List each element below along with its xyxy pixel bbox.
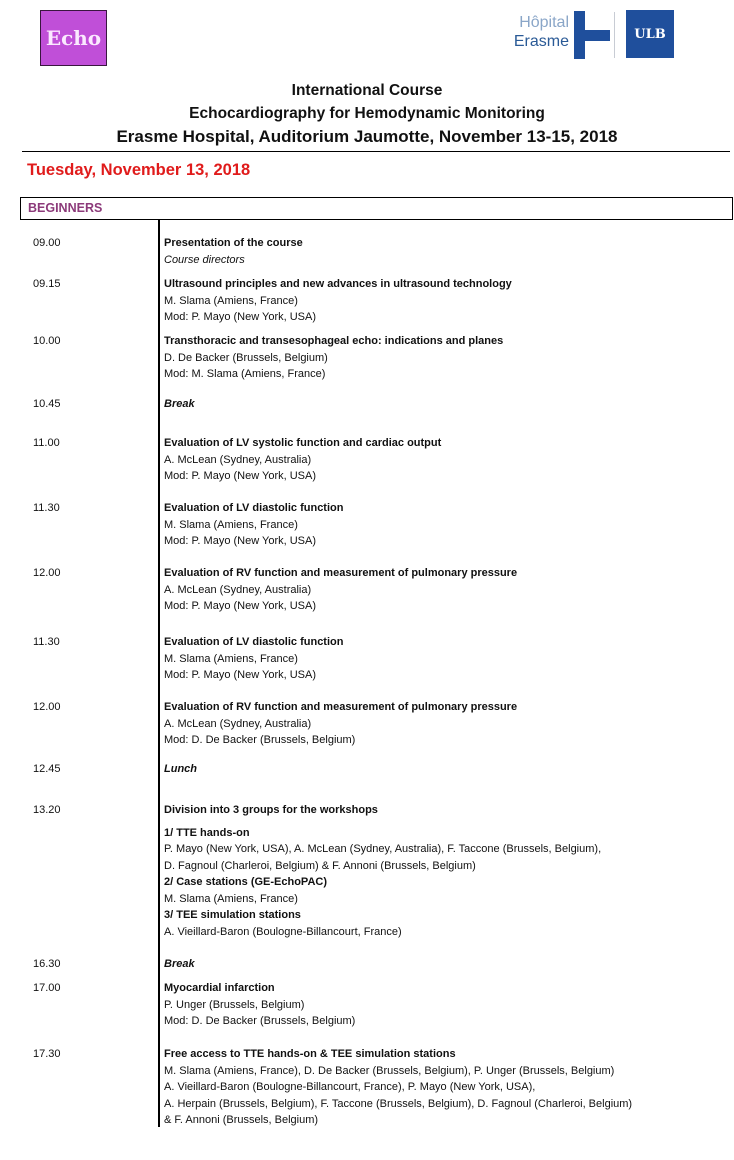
- section-label: BEGINNERS: [28, 201, 103, 215]
- session-speaker: Course directors: [164, 253, 245, 266]
- session: [164, 634, 343, 684]
- workshop-group-line: P. Mayo (New York, USA), A. McLean (Sydney, Australia), F. Taccone (Brussels, Belgium),: [164, 843, 602, 855]
- session: [164, 565, 517, 615]
- session-speaker: A. Vieillard-Baron (Boulogne-Billancourt, France), P. Mayo (New York, USA),: [164, 1081, 536, 1093]
- day-heading: Tuesday, November 13, 2018: [27, 161, 251, 179]
- workshop-group-line: D. Fagnoul (Charleroi, Belgium) & F. Annoni (Brussels, Belgium): [164, 859, 476, 872]
- session-speaker: A. McLean (Sydney, Australia): [164, 717, 312, 730]
- workshop-group-line: A. Vieillard-Baron (Boulogne-Billancourt, France): [164, 925, 402, 938]
- session-speaker: M. Slama (Amiens, France): [164, 652, 298, 665]
- session: [164, 500, 343, 550]
- session-time: 09.00: [33, 237, 61, 249]
- session-title: Myocardial infarction: [164, 982, 275, 994]
- session-moderator: Mod: P. Mayo (New York, USA): [164, 600, 317, 612]
- session-speaker: A. McLean (Sydney, Australia): [164, 453, 312, 466]
- erasme-h-icon: [574, 11, 610, 59]
- session: [164, 333, 503, 383]
- session-title: Break: [164, 958, 195, 970]
- session-time: 11.30: [33, 636, 60, 648]
- workshop-group-heading: 3/ TEE simulation stations: [164, 909, 301, 921]
- session-speaker: A. McLean (Sydney, Australia): [164, 583, 312, 596]
- course-venue-dates: Erasme Hospital, Auditorium Jaumotte, November 13-15, 2018: [116, 127, 618, 146]
- ulb-logo: [626, 10, 674, 58]
- session-time: 10.00: [33, 335, 61, 347]
- session: [164, 802, 601, 940]
- session-time: 11.00: [33, 437, 60, 449]
- session-title: Break: [164, 398, 195, 410]
- session-time: 16.30: [33, 958, 61, 970]
- logo-divider: [614, 12, 615, 58]
- session-time: 12.45: [33, 763, 61, 775]
- session: [164, 761, 197, 778]
- session: [164, 956, 195, 973]
- session-time: 12.00: [33, 701, 61, 713]
- session-speaker: M. Slama (Amiens, France): [164, 294, 298, 307]
- echo-logo-text: Echo: [45, 26, 102, 50]
- session: [164, 276, 512, 326]
- workshop-group-heading: 1/ TTE hands-on: [164, 826, 250, 839]
- session-title: Free access to TTE hands-on & TEE simulation stations: [164, 1048, 456, 1060]
- session-speaker: A. Herpain (Brussels, Belgium), F. Taccone (Brussels, Belgium), D. Fagnoul (Charleroi, Belgium): [164, 1097, 633, 1110]
- session-time: 09.15: [33, 278, 61, 290]
- hospital-erasme-logo: [509, 13, 569, 51]
- session-speaker: M. Slama (Amiens, France): [164, 518, 298, 531]
- hospital-logo-line1: Hôpital: [519, 14, 569, 31]
- session-title: Lunch: [164, 763, 197, 775]
- session-time: 10.45: [33, 398, 61, 410]
- session-title: Evaluation of RV function and measurement of pulmonary pressure: [164, 701, 518, 713]
- session: [164, 980, 355, 1030]
- session: [164, 1046, 632, 1129]
- session-title: Ultrasound principles and new advances in ultrasound technology: [164, 278, 512, 290]
- session-time: 12.00: [33, 567, 61, 579]
- session-moderator: Mod: M. Slama (Amiens, France): [164, 368, 326, 380]
- session: [164, 435, 441, 485]
- session-speaker: & F. Annoni (Brussels, Belgium): [164, 1114, 319, 1126]
- session-title: Evaluation of LV diastolic function: [164, 636, 344, 648]
- session-title: Evaluation of LV systolic function and cardiac output: [164, 437, 442, 449]
- session-time: 13.20: [33, 804, 61, 816]
- session-moderator: Mod: D. De Backer (Brussels, Belgium): [164, 734, 356, 746]
- session-title: Presentation of the course: [164, 237, 303, 249]
- header-divider: [22, 151, 730, 152]
- ulb-logo-text: ULB: [634, 26, 666, 42]
- session-time: 17.30: [33, 1048, 61, 1060]
- session-title: Evaluation of RV function and measurement of pulmonary pressure: [164, 567, 518, 579]
- hospital-logo-line2: Erasme: [513, 33, 569, 50]
- column-divider: [158, 220, 160, 1127]
- session-moderator: Mod: D. De Backer (Brussels, Belgium): [164, 1015, 356, 1027]
- course-title: International Course: [291, 82, 443, 99]
- session-moderator: Mod: P. Mayo (New York, USA): [164, 535, 317, 547]
- workshop-group-line: M. Slama (Amiens, France): [164, 892, 298, 905]
- session-time: 11.30: [33, 502, 60, 514]
- session-speaker: P. Unger (Brussels, Belgium): [164, 998, 305, 1011]
- session-speaker: M. Slama (Amiens, France), D. De Backer (Brussels, Belgium), P. Unger (Brussels, Belgium): [164, 1064, 615, 1077]
- section-header: [20, 197, 733, 220]
- session-title: Division into 3 groups for the workshops: [164, 804, 378, 816]
- session-moderator: Mod: P. Mayo (New York, USA): [164, 470, 317, 482]
- session-time: 17.00: [33, 982, 61, 994]
- session-moderator: Mod: P. Mayo (New York, USA): [164, 311, 317, 323]
- session: [164, 235, 303, 268]
- session-speaker: D. De Backer (Brussels, Belgium): [164, 351, 328, 364]
- session: [164, 396, 195, 413]
- session-moderator: Mod: P. Mayo (New York, USA): [164, 669, 317, 681]
- session-title: Evaluation of LV diastolic function: [164, 502, 344, 514]
- workshop-group-heading: 2/ Case stations (GE-EchoPAC): [164, 876, 327, 888]
- echo-logo: [40, 10, 107, 66]
- course-subtitle: Echocardiography for Hemodynamic Monitoring: [189, 105, 545, 122]
- session: [164, 699, 517, 749]
- session-title: Transthoracic and transesophageal echo: indications and planes: [164, 335, 504, 347]
